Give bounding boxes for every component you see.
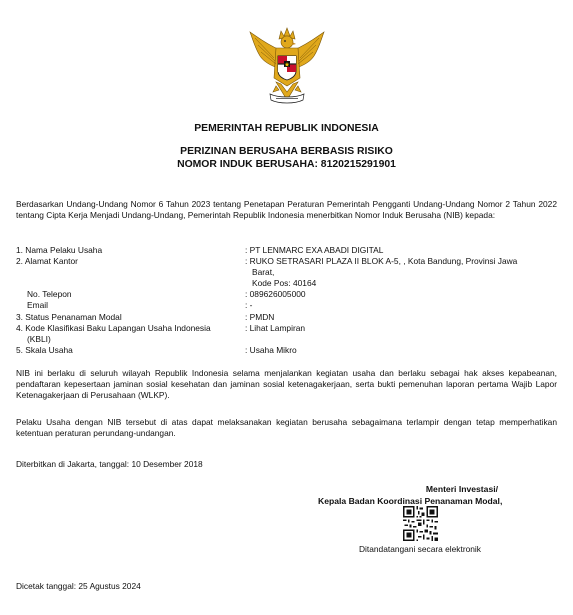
field-label: 2. Alamat Kantor [16, 256, 78, 267]
issued-date: Diterbitkan di Jakarta, tanggal: 10 Desember 2018 [16, 459, 203, 469]
field-label: Email [27, 300, 48, 311]
field-label: 3. Status Penanaman Modal [16, 311, 122, 322]
field-label: No. Telepon [27, 289, 72, 300]
address-line-2: Barat, [252, 267, 275, 278]
electronic-signature-note: Ditandatangani secara elektronik [359, 544, 481, 554]
signatory-title-1: Menteri Investasi/ [425, 484, 498, 494]
field-label: 5. Skala Usaha [16, 344, 73, 355]
nib-number: NOMOR INDUK BERUSAHA: 8120215291901 [177, 159, 396, 170]
duty-paragraph: Pelaku Usaha dengan NIB tersebut di atas dapat melaksanakan kegiatan berusaha sebagaimana terlampir dengan tetap memperhatikan ketentuan peraturan perundang-undangan. [16, 417, 557, 439]
government-heading: PEMERINTAH REPUBLIK INDONESIA [194, 123, 379, 134]
signatory-title-2: Kepala Badan Koordinasi Penanaman Modal, [318, 496, 503, 507]
field-row-email [16, 300, 557, 311]
field-label [16, 323, 245, 345]
address-line-1: : RUKO SETRASARI PLAZA II BLOK A-5, , Kota Bandung, Provinsi Jawa [245, 256, 518, 267]
postal-code: Kode Pos: 40164 [252, 278, 317, 289]
business-details [16, 245, 557, 356]
field-row-name [16, 245, 557, 256]
kbli-label-line-1: 4. Kode Klasifikasi Baku Lapangan Usaha Indonesia [16, 322, 211, 333]
field-row-kbli [16, 323, 557, 345]
field-row-scale [16, 345, 557, 356]
field-value: : PMDN [245, 311, 275, 322]
field-label: 1. Nama Pelaku Usaha [16, 245, 103, 255]
kbli-label-line-2: (KBLI) [27, 333, 51, 344]
field-value: : 089626005000 [245, 289, 306, 300]
field-row-investment [16, 312, 557, 323]
intro-paragraph: Berdasarkan Undang-Undang Nomor 6 Tahun 2023 tentang Penetapan Peraturan Pemerintah Pengganti Undang-Undang Nomor 2 Tahun 2022 tentang Cipta Kerja Menjadi Undang-Undang, Pemerintah Republik Indonesia menerbitkan Nomor Induk Berusaha (NIB) kepada: [16, 199, 557, 221]
qr-code-icon [403, 506, 438, 541]
field-row-phone [16, 289, 557, 300]
field-value [245, 256, 557, 289]
printed-date: Dicetak tanggal: 25 Agustus 2024 [16, 581, 141, 591]
field-value: : - [245, 300, 253, 311]
signature-block [318, 483, 503, 508]
field-value: : PT LENMARC EXA ABADI DIGITAL [245, 245, 384, 255]
field-row-address [16, 256, 557, 289]
field-value: : Usaha Mikro [245, 344, 297, 355]
field-value: : Lihat Lampiran [245, 322, 306, 333]
permit-title: PERIZINAN BERUSAHA BERBASIS RISIKO [180, 146, 393, 157]
scope-paragraph: NIB ini berlaku di seluruh wilayah Republik Indonesia selama menjalankan kegiatan usaha dan berlaku sebagai hak akses kepabeanan, pendaftaran kepesertaan jaminan sosial kesehatan dan jaminan sosial ketenagakerjaan, serta bukti pemenuhan laporan pertama Wajib Lapor Ketenagakerjaan di Perusahaan (WLKP). [16, 368, 557, 401]
garuda-emblem-icon [246, 26, 328, 108]
